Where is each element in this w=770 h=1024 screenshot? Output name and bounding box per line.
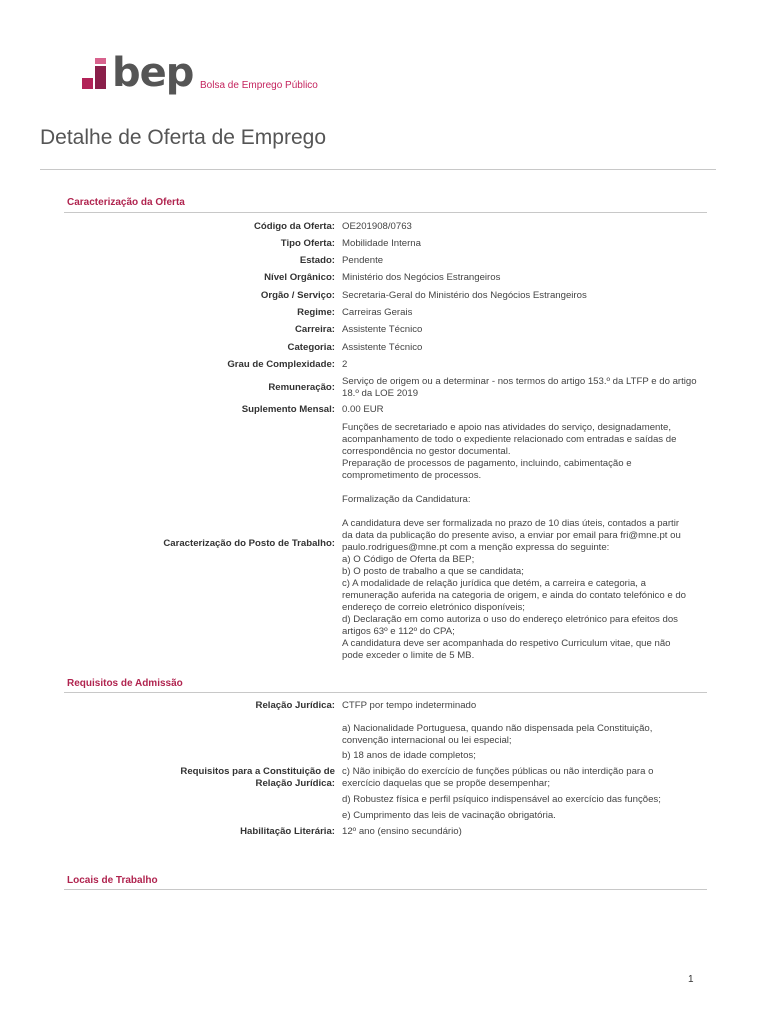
label-posto: Caracterização do Posto de Trabalho: [163, 538, 335, 549]
bep-logo [82, 50, 342, 102]
label-categoria: Categoria: [287, 342, 335, 353]
section-requisitos-heading: Requisitos de Admissão [67, 678, 183, 689]
value-relacao: CTFP por tempo indeterminado [342, 700, 477, 711]
label-suplemento: Suplemento Mensal: [241, 404, 335, 415]
value-grau: 2 [342, 359, 348, 370]
requirement-e: e) Cumprimento das leis de vacinação obrigatória. [342, 810, 556, 821]
page-number: 1 [688, 974, 694, 985]
value-codigo: OE201908/0763 [342, 221, 412, 232]
value-categoria: Assistente Técnico [342, 342, 423, 353]
label-estado: Estado: [299, 255, 335, 266]
section-caracterizacao-divider [64, 212, 707, 213]
label-grau: Grau de Complexidade: [227, 359, 335, 370]
label-relacao: Relação Jurídica: [255, 700, 335, 711]
label-nivel: Nível Orgânico: [264, 272, 335, 283]
title-divider [40, 169, 716, 170]
requirement-b: b) 18 anos de idade completos; [342, 750, 476, 761]
logo-square-small [82, 78, 93, 89]
value-orgao: Secretaria-Geral do Ministério dos Negócios Estrangeiros [342, 290, 587, 301]
section-caracterizacao-heading: Caracterização da Oferta [67, 197, 185, 208]
label-codigo: Código da Oferta: [253, 221, 335, 232]
label-regime: Regime: [297, 307, 335, 318]
logo-subtitle: Bolsa de Emprego Público [200, 80, 318, 91]
logo-square-tall [95, 66, 106, 89]
section-locais-divider [64, 889, 707, 890]
label-remuneracao: Remuneração: [268, 382, 335, 393]
value-posto: Funções de secretariado e apoio nas atividades do serviço, designadamente, acompanhamento de todo o expediente relacionado com entradas e saídas de correspondência no gestor documental. Preparação de processos de pagamento, incluindo, cabimentação e comprometimento de processos. Formalização da Candidatura: A candidatura deve ser formalizada no prazo de 10 dias úteis, contados a partir da data da publicação do presente aviso, a enviar por email para fri@mne.pt ou paulo.rodrigues@mne.pt com a menção expressa do seguinte: a) O Código de Oferta da BEP; b) O posto de trabalho a que se candidata; c) A modalidade de relação jurídica que detém, a carreira e categoria, a remuneração auferida na categoria de origem, e ainda do contato telefónico e do endereço de correio eletrónico disponíveis; d) Declaração em como autoriza o uso do endereço eletrónico para efeitos dos artigos 63º e 112º do CPA; A candidatura deve ser acompanhada do respetivo Curriculum vitae, que não pode exceder o limite de 5 MB. [342, 422, 687, 661]
label-habilitacao: Habilitação Literária: [240, 826, 335, 837]
requirement-a: a) Nacionalidade Portuguesa, quando não dispensada pela Constituição, convenção internacional ou lei especial; [342, 723, 653, 746]
value-tipo: Mobilidade Interna [342, 238, 421, 249]
value-carreira: Assistente Técnico [342, 324, 423, 335]
value-nivel: Ministério dos Negócios Estrangeiros [342, 272, 501, 283]
label-tipo: Tipo Oferta: [280, 238, 335, 249]
section-locais-heading: Locais de Trabalho [67, 875, 158, 886]
value-estado: Pendente [342, 255, 384, 266]
requirement-d: d) Robustez física e perfil psíquico indispensável ao exercício das funções; [342, 794, 661, 805]
value-habilitacao: 12º ano (ensino secundário) [342, 826, 462, 837]
page-title: Detalhe de Oferta de Emprego [40, 126, 327, 149]
label-orgao: Orgão / Serviço: [260, 290, 335, 301]
section-requisitos-divider [64, 692, 707, 693]
logo-square-top [95, 58, 106, 64]
value-suplemento: 0.00 EUR [342, 404, 384, 415]
label-constituicao: Requisitos para a Constituição de Relação Jurídica: [180, 766, 335, 789]
requirement-c: c) Não inibição do exercício de funções públicas ou não interdição para o exercício daquelas que se propõe desempenhar; [342, 766, 654, 789]
label-carreira: Carreira: [295, 324, 335, 335]
value-regime: Carreiras Gerais [342, 307, 413, 318]
logo-word: bep [112, 50, 194, 96]
value-remuneracao: Serviço de origem ou a determinar - nos termos do artigo 153.º da LTFP e do artigo 18.º da LOE 2019 [342, 376, 697, 399]
